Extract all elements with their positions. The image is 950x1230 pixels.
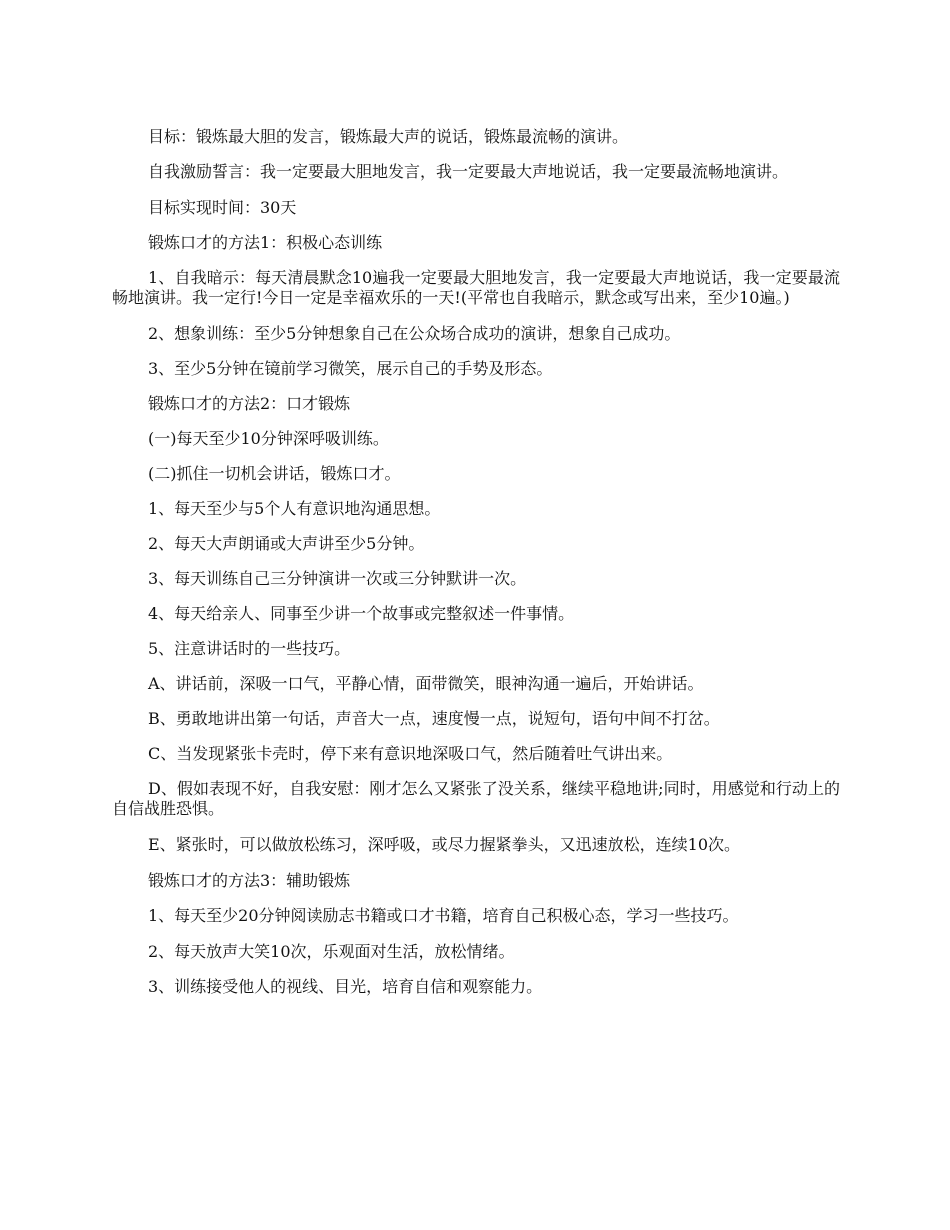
paragraph-imagination: 2、想象训练：至少5分钟想象自己在公众场合成功的演讲，想象自己成功。 bbox=[148, 324, 681, 343]
paragraph-self-suggestion: 1、自我暗示：每天清晨默念10遍我一定要最大胆地发言，我一定要最大声地说话，我一定要最流畅地演讲。我一定行!今日一定是幸福欢乐的一天!(平常也自我暗示，默念或写出来，至少10遍。) bbox=[112, 268, 840, 307]
heading-method-1: 锻炼口才的方法1：积极心态训练 bbox=[148, 233, 383, 252]
list-item: C、当发现紧张卡壳时，停下来有意识地深吸口气，然后随着吐气讲出来。 bbox=[148, 744, 673, 763]
list-item: 2、每天大声朗诵或大声讲至少5分钟。 bbox=[148, 534, 425, 553]
list-item: 1、每天至少与5个人有意识地沟通思想。 bbox=[148, 499, 441, 518]
paragraph-breathing: (一)每天至少10分钟深呼吸训练。 bbox=[148, 429, 389, 448]
document-body bbox=[112, 127, 840, 1012]
list-item: 2、每天放声大笑10次，乐观面对生活，放松情绪。 bbox=[148, 942, 515, 961]
paragraph-goal: 目标：锻炼最大胆的发言，锻炼最大声的说话，锻炼最流畅的演讲。 bbox=[148, 127, 629, 146]
list-item: E、紧张时，可以做放松练习，深呼吸，或尽力握紧拳头，又迅速放松，连续10次。 bbox=[148, 835, 741, 854]
heading-method-2: 锻炼口才的方法2：口才锻炼 bbox=[148, 394, 351, 413]
paragraph-mirror-smile: 3、至少5分钟在镜前学习微笑，展示自己的手势及形态。 bbox=[148, 359, 553, 378]
paragraph-seize-chances: (二)抓住一切机会讲话，锻炼口才。 bbox=[148, 464, 401, 483]
list-item: A、讲话前，深吸一口气，平静心情，面带微笑，眼神沟通一遍后，开始讲话。 bbox=[148, 674, 704, 693]
list-item: 3、训练接受他人的视线、目光，培育自信和观察能力。 bbox=[148, 977, 543, 996]
list-item: 3、每天训练自己三分钟演讲一次或三分钟默讲一次。 bbox=[148, 569, 527, 588]
list-item: 1、每天至少20分钟阅读励志书籍或口才书籍，培育自己积极心态，学习一些技巧。 bbox=[148, 906, 739, 925]
list-item: B、勇敢地讲出第一句话，声音大一点，速度慢一点，说短句，语句中间不打岔。 bbox=[148, 709, 720, 728]
heading-method-3: 锻炼口才的方法3：辅助锻炼 bbox=[148, 871, 351, 890]
list-item: 4、每天给亲人、同事至少讲一个故事或完整叙述一件事情。 bbox=[148, 604, 575, 623]
list-item: D、假如表现不好，自我安慰：刚才怎么又紧张了没关系，继续平稳地讲;同时，用感觉和行动上的自信战胜恐惧。 bbox=[112, 779, 840, 818]
paragraph-oath: 自我激励誓言：我一定要最大胆地发言，我一定要最大声地说话，我一定要最流畅地演讲。 bbox=[148, 162, 789, 181]
list-item: 5、注意讲话时的一些技巧。 bbox=[148, 639, 351, 658]
paragraph-time: 目标实现时间：30天 bbox=[148, 198, 297, 217]
